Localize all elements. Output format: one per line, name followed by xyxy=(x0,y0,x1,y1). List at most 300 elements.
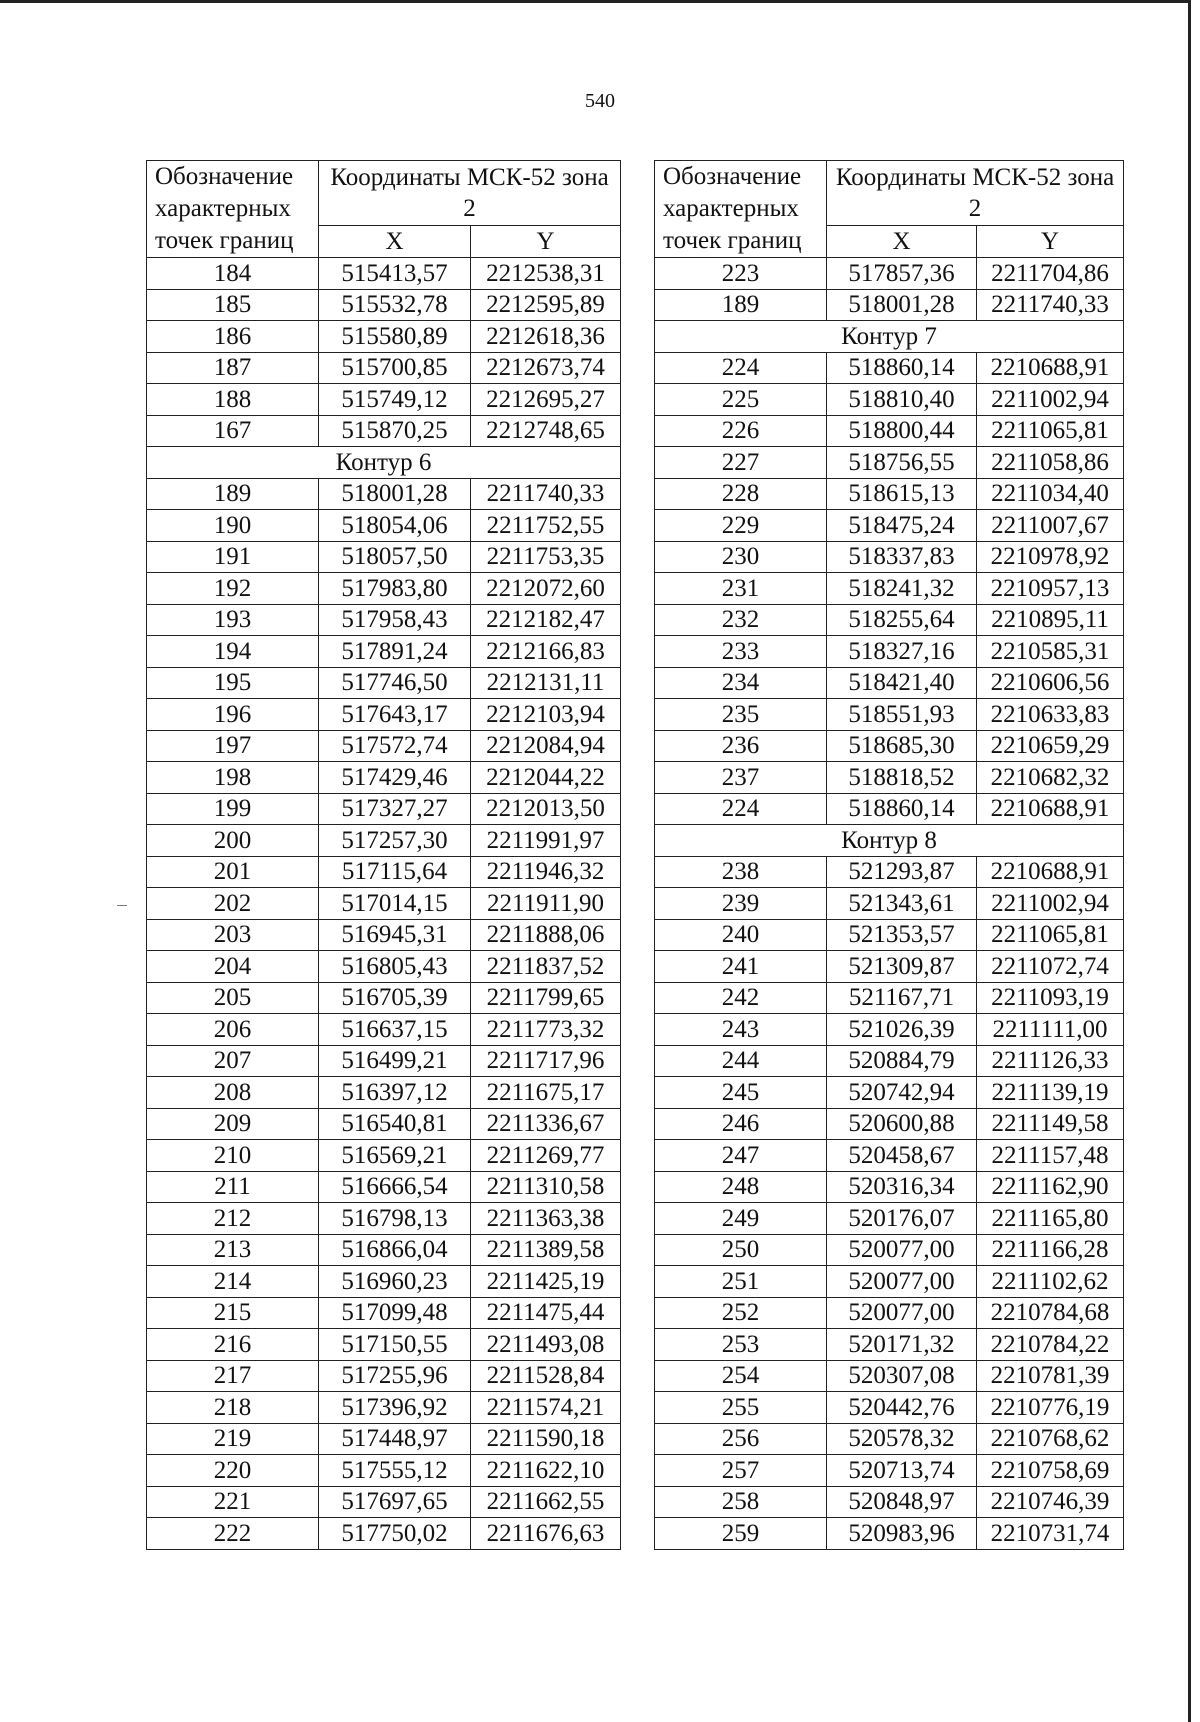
point-code-cell: 206 xyxy=(147,1014,319,1046)
y-coordinate-cell: 2210585,31 xyxy=(977,636,1124,668)
x-coordinate-cell: 517115,64 xyxy=(319,856,471,888)
table-row xyxy=(655,888,1124,920)
point-code-cell: 258 xyxy=(655,1486,827,1518)
x-coordinate-cell: 518001,28 xyxy=(827,289,977,321)
table-row xyxy=(655,1518,1124,1550)
y-coordinate-cell: 2211007,67 xyxy=(977,510,1124,542)
x-coordinate-cell: 517983,80 xyxy=(319,573,471,605)
x-coordinate-cell: 517750,02 xyxy=(319,1518,471,1550)
table-row xyxy=(655,1266,1124,1298)
y-coordinate-cell: 2210957,13 xyxy=(977,573,1124,605)
table-row xyxy=(655,289,1124,321)
y-coordinate-cell: 2212103,94 xyxy=(471,699,621,731)
point-code-cell: 193 xyxy=(147,604,319,636)
point-code-cell: 208 xyxy=(147,1077,319,1109)
x-coordinate-cell: 517396,92 xyxy=(319,1392,471,1424)
table-row xyxy=(147,352,621,384)
y-coordinate-cell: 2210784,68 xyxy=(977,1297,1124,1329)
table-row xyxy=(147,762,621,794)
x-coordinate-cell: 518810,40 xyxy=(827,384,977,416)
y-coordinate-cell: 2210688,91 xyxy=(977,856,1124,888)
x-coordinate-cell: 518337,83 xyxy=(827,541,977,573)
point-code-cell: 217 xyxy=(147,1360,319,1392)
y-coordinate-cell: 2211157,48 xyxy=(977,1140,1124,1172)
point-code-cell: 246 xyxy=(655,1108,827,1140)
point-code-cell: 224 xyxy=(655,352,827,384)
section-row xyxy=(655,825,1124,857)
section-title: Контур 7 xyxy=(655,321,1124,353)
y-coordinate-cell: 2210731,74 xyxy=(977,1518,1124,1550)
table-body-left xyxy=(147,258,621,1550)
x-coordinate-cell: 521167,71 xyxy=(827,982,977,1014)
table-row xyxy=(147,321,621,353)
table-row xyxy=(147,1486,621,1518)
table-row xyxy=(147,1045,621,1077)
table-row xyxy=(147,825,621,857)
point-code-cell: 214 xyxy=(147,1266,319,1298)
y-coordinate-cell: 2210768,62 xyxy=(977,1423,1124,1455)
table-row xyxy=(147,1297,621,1329)
x-coordinate-cell: 520176,07 xyxy=(827,1203,977,1235)
y-coordinate-cell: 2211310,58 xyxy=(471,1171,621,1203)
table-row xyxy=(655,1108,1124,1140)
y-coordinate-cell: 2210633,83 xyxy=(977,699,1124,731)
x-coordinate-cell: 521353,57 xyxy=(827,919,977,951)
point-code-cell: 239 xyxy=(655,888,827,920)
x-coordinate-cell: 515413,57 xyxy=(319,258,471,290)
y-coordinate-cell: 2211752,55 xyxy=(471,510,621,542)
table-row xyxy=(147,415,621,447)
x-coordinate-cell: 518054,06 xyxy=(319,510,471,542)
table-row xyxy=(147,793,621,825)
point-code-cell: 190 xyxy=(147,510,319,542)
x-coordinate-cell: 517572,74 xyxy=(319,730,471,762)
y-coordinate-cell: 2210784,22 xyxy=(977,1329,1124,1361)
y-coordinate-cell: 2211740,33 xyxy=(471,478,621,510)
table-row xyxy=(655,636,1124,668)
x-coordinate-cell: 516637,15 xyxy=(319,1014,471,1046)
x-coordinate-cell: 521309,87 xyxy=(827,951,977,983)
point-code-cell: 204 xyxy=(147,951,319,983)
table-row xyxy=(655,1329,1124,1361)
table-row xyxy=(655,1234,1124,1266)
point-code-cell: 241 xyxy=(655,951,827,983)
y-coordinate-cell: 2212618,36 xyxy=(471,321,621,353)
y-coordinate-cell: 2210895,11 xyxy=(977,604,1124,636)
point-code-cell: 185 xyxy=(147,289,319,321)
header-coordinates: Координаты МСК-52 зона 2 xyxy=(319,161,621,226)
point-code-cell: 255 xyxy=(655,1392,827,1424)
x-coordinate-cell: 516960,23 xyxy=(319,1266,471,1298)
table-row xyxy=(147,1423,621,1455)
point-code-cell: 226 xyxy=(655,415,827,447)
x-coordinate-cell: 517448,97 xyxy=(319,1423,471,1455)
y-coordinate-cell: 2211773,32 xyxy=(471,1014,621,1046)
x-coordinate-cell: 516540,81 xyxy=(319,1108,471,1140)
point-code-cell: 244 xyxy=(655,1045,827,1077)
table-row xyxy=(147,1518,621,1550)
point-code-cell: 259 xyxy=(655,1518,827,1550)
x-coordinate-cell: 520742,94 xyxy=(827,1077,977,1109)
table-row xyxy=(655,352,1124,384)
point-code-cell: 232 xyxy=(655,604,827,636)
x-coordinate-cell: 517099,48 xyxy=(319,1297,471,1329)
point-code-cell: 222 xyxy=(147,1518,319,1550)
point-code-cell: 211 xyxy=(147,1171,319,1203)
table-row xyxy=(655,1140,1124,1172)
y-coordinate-cell: 2211425,19 xyxy=(471,1266,621,1298)
table-row xyxy=(655,573,1124,605)
table-row xyxy=(655,982,1124,1014)
y-coordinate-cell: 2211072,74 xyxy=(977,951,1124,983)
point-code-cell: 195 xyxy=(147,667,319,699)
table-row xyxy=(655,667,1124,699)
y-coordinate-cell: 2211837,52 xyxy=(471,951,621,983)
table-row xyxy=(655,919,1124,951)
header-coordinates: Координаты МСК-52 зона 2 xyxy=(827,161,1124,226)
point-code-cell: 223 xyxy=(655,258,827,290)
table-row xyxy=(655,793,1124,825)
table-row xyxy=(655,1045,1124,1077)
header-y: Y xyxy=(471,226,621,258)
table-row xyxy=(147,1360,621,1392)
point-code-cell: 240 xyxy=(655,919,827,951)
table-row xyxy=(147,636,621,668)
x-coordinate-cell: 515700,85 xyxy=(319,352,471,384)
x-coordinate-cell: 515749,12 xyxy=(319,384,471,416)
y-coordinate-cell: 2211002,94 xyxy=(977,384,1124,416)
x-coordinate-cell: 517891,24 xyxy=(319,636,471,668)
y-coordinate-cell: 2210606,56 xyxy=(977,667,1124,699)
x-coordinate-cell: 517555,12 xyxy=(319,1455,471,1487)
y-coordinate-cell: 2212595,89 xyxy=(471,289,621,321)
table-row xyxy=(655,384,1124,416)
table-row xyxy=(655,856,1124,888)
table-row xyxy=(147,699,621,731)
table-row xyxy=(147,478,621,510)
point-code-cell: 230 xyxy=(655,541,827,573)
y-coordinate-cell: 2210776,19 xyxy=(977,1392,1124,1424)
point-code-cell: 197 xyxy=(147,730,319,762)
x-coordinate-cell: 518860,14 xyxy=(827,352,977,384)
x-coordinate-cell: 517857,36 xyxy=(827,258,977,290)
x-coordinate-cell: 516397,12 xyxy=(319,1077,471,1109)
y-coordinate-cell: 2211676,63 xyxy=(471,1518,621,1550)
y-coordinate-cell: 2210688,91 xyxy=(977,793,1124,825)
header-x: X xyxy=(827,226,977,258)
table-row xyxy=(147,1329,621,1361)
x-coordinate-cell: 515870,25 xyxy=(319,415,471,447)
x-coordinate-cell: 518255,64 xyxy=(827,604,977,636)
table-row xyxy=(655,1486,1124,1518)
y-coordinate-cell: 2211704,86 xyxy=(977,258,1124,290)
x-coordinate-cell: 517257,30 xyxy=(319,825,471,857)
y-coordinate-cell: 2212695,27 xyxy=(471,384,621,416)
point-code-cell: 213 xyxy=(147,1234,319,1266)
x-coordinate-cell: 520458,67 xyxy=(827,1140,977,1172)
point-code-cell: 194 xyxy=(147,636,319,668)
x-coordinate-cell: 520307,08 xyxy=(827,1360,977,1392)
x-coordinate-cell: 518327,16 xyxy=(827,636,977,668)
table-row xyxy=(655,730,1124,762)
point-code-cell: 167 xyxy=(147,415,319,447)
point-code-cell: 191 xyxy=(147,541,319,573)
table-row xyxy=(655,1077,1124,1109)
point-code-cell: 252 xyxy=(655,1297,827,1329)
x-coordinate-cell: 517643,17 xyxy=(319,699,471,731)
y-coordinate-cell: 2210758,69 xyxy=(977,1455,1124,1487)
y-coordinate-cell: 2211475,44 xyxy=(471,1297,621,1329)
point-code-cell: 201 xyxy=(147,856,319,888)
point-code-cell: 243 xyxy=(655,1014,827,1046)
point-code-cell: 233 xyxy=(655,636,827,668)
point-code-cell: 253 xyxy=(655,1329,827,1361)
table-row xyxy=(147,541,621,573)
y-coordinate-cell: 2212072,60 xyxy=(471,573,621,605)
table-row xyxy=(147,1108,621,1140)
x-coordinate-cell: 520848,97 xyxy=(827,1486,977,1518)
y-coordinate-cell: 2211799,65 xyxy=(471,982,621,1014)
point-code-cell: 254 xyxy=(655,1360,827,1392)
point-code-cell: 228 xyxy=(655,478,827,510)
table-row xyxy=(655,1014,1124,1046)
header-point-code: Обозначение характерных точек границ xyxy=(147,161,319,258)
point-code-cell: 192 xyxy=(147,573,319,605)
table-row xyxy=(147,1171,621,1203)
x-coordinate-cell: 518001,28 xyxy=(319,478,471,510)
x-coordinate-cell: 518860,14 xyxy=(827,793,977,825)
x-coordinate-cell: 520983,96 xyxy=(827,1518,977,1550)
table-row xyxy=(655,415,1124,447)
point-code-cell: 202 xyxy=(147,888,319,920)
table-row xyxy=(655,1171,1124,1203)
x-coordinate-cell: 516499,21 xyxy=(319,1045,471,1077)
section-row xyxy=(655,321,1124,353)
table-row xyxy=(655,1455,1124,1487)
y-coordinate-cell: 2211662,55 xyxy=(471,1486,621,1518)
x-coordinate-cell: 517255,96 xyxy=(319,1360,471,1392)
y-coordinate-cell: 2211058,86 xyxy=(977,447,1124,479)
y-coordinate-cell: 2210781,39 xyxy=(977,1360,1124,1392)
point-code-cell: 199 xyxy=(147,793,319,825)
y-coordinate-cell: 2211002,94 xyxy=(977,888,1124,920)
point-code-cell: 221 xyxy=(147,1486,319,1518)
x-coordinate-cell: 518615,13 xyxy=(827,478,977,510)
header-y: Y xyxy=(977,226,1124,258)
coordinates-table-right xyxy=(654,160,1124,1550)
table-row xyxy=(147,919,621,951)
y-coordinate-cell: 2212182,47 xyxy=(471,604,621,636)
table-row xyxy=(655,541,1124,573)
y-coordinate-cell: 2211493,08 xyxy=(471,1329,621,1361)
point-code-cell: 196 xyxy=(147,699,319,731)
table-row xyxy=(655,1297,1124,1329)
x-coordinate-cell: 520884,79 xyxy=(827,1045,977,1077)
x-coordinate-cell: 518818,52 xyxy=(827,762,977,794)
x-coordinate-cell: 520600,88 xyxy=(827,1108,977,1140)
x-coordinate-cell: 518241,32 xyxy=(827,573,977,605)
y-coordinate-cell: 2211363,38 xyxy=(471,1203,621,1235)
y-coordinate-cell: 2211622,10 xyxy=(471,1455,621,1487)
x-coordinate-cell: 516805,43 xyxy=(319,951,471,983)
point-code-cell: 229 xyxy=(655,510,827,542)
page-number: 540 xyxy=(585,90,615,112)
x-coordinate-cell: 520171,32 xyxy=(827,1329,977,1361)
point-code-cell: 235 xyxy=(655,699,827,731)
point-code-cell: 210 xyxy=(147,1140,319,1172)
x-coordinate-cell: 516569,21 xyxy=(319,1140,471,1172)
y-coordinate-cell: 2211093,19 xyxy=(977,982,1124,1014)
x-coordinate-cell: 517150,55 xyxy=(319,1329,471,1361)
y-coordinate-cell: 2212084,94 xyxy=(471,730,621,762)
x-coordinate-cell: 516945,31 xyxy=(319,919,471,951)
y-coordinate-cell: 2211166,28 xyxy=(977,1234,1124,1266)
point-code-cell: 220 xyxy=(147,1455,319,1487)
x-coordinate-cell: 521343,61 xyxy=(827,888,977,920)
x-coordinate-cell: 521293,87 xyxy=(827,856,977,888)
point-code-cell: 256 xyxy=(655,1423,827,1455)
y-coordinate-cell: 2212013,50 xyxy=(471,793,621,825)
table-row xyxy=(655,762,1124,794)
point-code-cell: 224 xyxy=(655,793,827,825)
point-code-cell: 249 xyxy=(655,1203,827,1235)
point-code-cell: 187 xyxy=(147,352,319,384)
table-row xyxy=(655,604,1124,636)
point-code-cell: 227 xyxy=(655,447,827,479)
table-row xyxy=(655,447,1124,479)
y-coordinate-cell: 2211753,35 xyxy=(471,541,621,573)
y-coordinate-cell: 2211946,32 xyxy=(471,856,621,888)
x-coordinate-cell: 516666,54 xyxy=(319,1171,471,1203)
x-coordinate-cell: 517014,15 xyxy=(319,888,471,920)
table-row xyxy=(147,1234,621,1266)
y-coordinate-cell: 2211111,00 xyxy=(977,1014,1124,1046)
x-coordinate-cell: 518421,40 xyxy=(827,667,977,699)
x-coordinate-cell: 518057,50 xyxy=(319,541,471,573)
point-code-cell: 189 xyxy=(655,289,827,321)
x-coordinate-cell: 517746,50 xyxy=(319,667,471,699)
x-coordinate-cell: 520077,00 xyxy=(827,1297,977,1329)
point-code-cell: 216 xyxy=(147,1329,319,1361)
point-code-cell: 257 xyxy=(655,1455,827,1487)
point-code-cell: 225 xyxy=(655,384,827,416)
table-body-right xyxy=(655,258,1124,1550)
y-coordinate-cell: 2211165,80 xyxy=(977,1203,1124,1235)
point-code-cell: 189 xyxy=(147,478,319,510)
y-coordinate-cell: 2210682,32 xyxy=(977,762,1124,794)
table-row xyxy=(147,1392,621,1424)
y-coordinate-cell: 2211149,58 xyxy=(977,1108,1124,1140)
point-code-cell: 219 xyxy=(147,1423,319,1455)
point-code-cell: 247 xyxy=(655,1140,827,1172)
table-row xyxy=(147,951,621,983)
x-coordinate-cell: 517429,46 xyxy=(319,762,471,794)
y-coordinate-cell: 2210746,39 xyxy=(977,1486,1124,1518)
scan-mark xyxy=(117,905,127,906)
table-row xyxy=(655,1203,1124,1235)
table-row xyxy=(147,510,621,542)
y-coordinate-cell: 2211590,18 xyxy=(471,1423,621,1455)
point-code-cell: 188 xyxy=(147,384,319,416)
x-coordinate-cell: 515532,78 xyxy=(319,289,471,321)
table-row xyxy=(147,604,621,636)
y-coordinate-cell: 2211336,67 xyxy=(471,1108,621,1140)
table-row xyxy=(655,1392,1124,1424)
table-row xyxy=(147,258,621,290)
table-row xyxy=(147,384,621,416)
y-coordinate-cell: 2210688,91 xyxy=(977,352,1124,384)
y-coordinate-cell: 2210659,29 xyxy=(977,730,1124,762)
table-row xyxy=(655,699,1124,731)
y-coordinate-cell: 2211911,90 xyxy=(471,888,621,920)
table-row xyxy=(147,667,621,699)
point-code-cell: 234 xyxy=(655,667,827,699)
y-coordinate-cell: 2212748,65 xyxy=(471,415,621,447)
y-coordinate-cell: 2211102,62 xyxy=(977,1266,1124,1298)
point-code-cell: 212 xyxy=(147,1203,319,1235)
header-point-code: Обозначение характерных точек границ xyxy=(655,161,827,258)
point-code-cell: 251 xyxy=(655,1266,827,1298)
y-coordinate-cell: 2211675,17 xyxy=(471,1077,621,1109)
y-coordinate-cell: 2212538,31 xyxy=(471,258,621,290)
table-row xyxy=(655,1360,1124,1392)
y-coordinate-cell: 2211717,96 xyxy=(471,1045,621,1077)
table-row xyxy=(147,1077,621,1109)
x-coordinate-cell: 517958,43 xyxy=(319,604,471,636)
table-row xyxy=(655,510,1124,542)
point-code-cell: 205 xyxy=(147,982,319,1014)
point-code-cell: 209 xyxy=(147,1108,319,1140)
x-coordinate-cell: 517327,27 xyxy=(319,793,471,825)
table-row xyxy=(147,1203,621,1235)
table-row xyxy=(147,982,621,1014)
y-coordinate-cell: 2211389,58 xyxy=(471,1234,621,1266)
table-row xyxy=(147,1140,621,1172)
y-coordinate-cell: 2211065,81 xyxy=(977,415,1124,447)
y-coordinate-cell: 2211269,77 xyxy=(471,1140,621,1172)
x-coordinate-cell: 518475,24 xyxy=(827,510,977,542)
x-coordinate-cell: 515580,89 xyxy=(319,321,471,353)
table-row xyxy=(147,573,621,605)
table-row xyxy=(147,730,621,762)
y-coordinate-cell: 2211991,97 xyxy=(471,825,621,857)
y-coordinate-cell: 2211139,19 xyxy=(977,1077,1124,1109)
y-coordinate-cell: 2212131,11 xyxy=(471,667,621,699)
x-coordinate-cell: 518756,55 xyxy=(827,447,977,479)
point-code-cell: 238 xyxy=(655,856,827,888)
header-x: X xyxy=(319,226,471,258)
y-coordinate-cell: 2211126,33 xyxy=(977,1045,1124,1077)
point-code-cell: 218 xyxy=(147,1392,319,1424)
y-coordinate-cell: 2211888,06 xyxy=(471,919,621,951)
table-row xyxy=(147,888,621,920)
y-coordinate-cell: 2211740,33 xyxy=(977,289,1124,321)
point-code-cell: 184 xyxy=(147,258,319,290)
x-coordinate-cell: 520077,00 xyxy=(827,1266,977,1298)
table-row xyxy=(655,1423,1124,1455)
point-code-cell: 203 xyxy=(147,919,319,951)
table-row xyxy=(147,1266,621,1298)
point-code-cell: 231 xyxy=(655,573,827,605)
y-coordinate-cell: 2212166,83 xyxy=(471,636,621,668)
section-title: Контур 8 xyxy=(655,825,1124,857)
y-coordinate-cell: 2211065,81 xyxy=(977,919,1124,951)
coordinates-table-left xyxy=(146,160,621,1550)
y-coordinate-cell: 2211034,40 xyxy=(977,478,1124,510)
point-code-cell: 207 xyxy=(147,1045,319,1077)
x-coordinate-cell: 520442,76 xyxy=(827,1392,977,1424)
x-coordinate-cell: 520316,34 xyxy=(827,1171,977,1203)
